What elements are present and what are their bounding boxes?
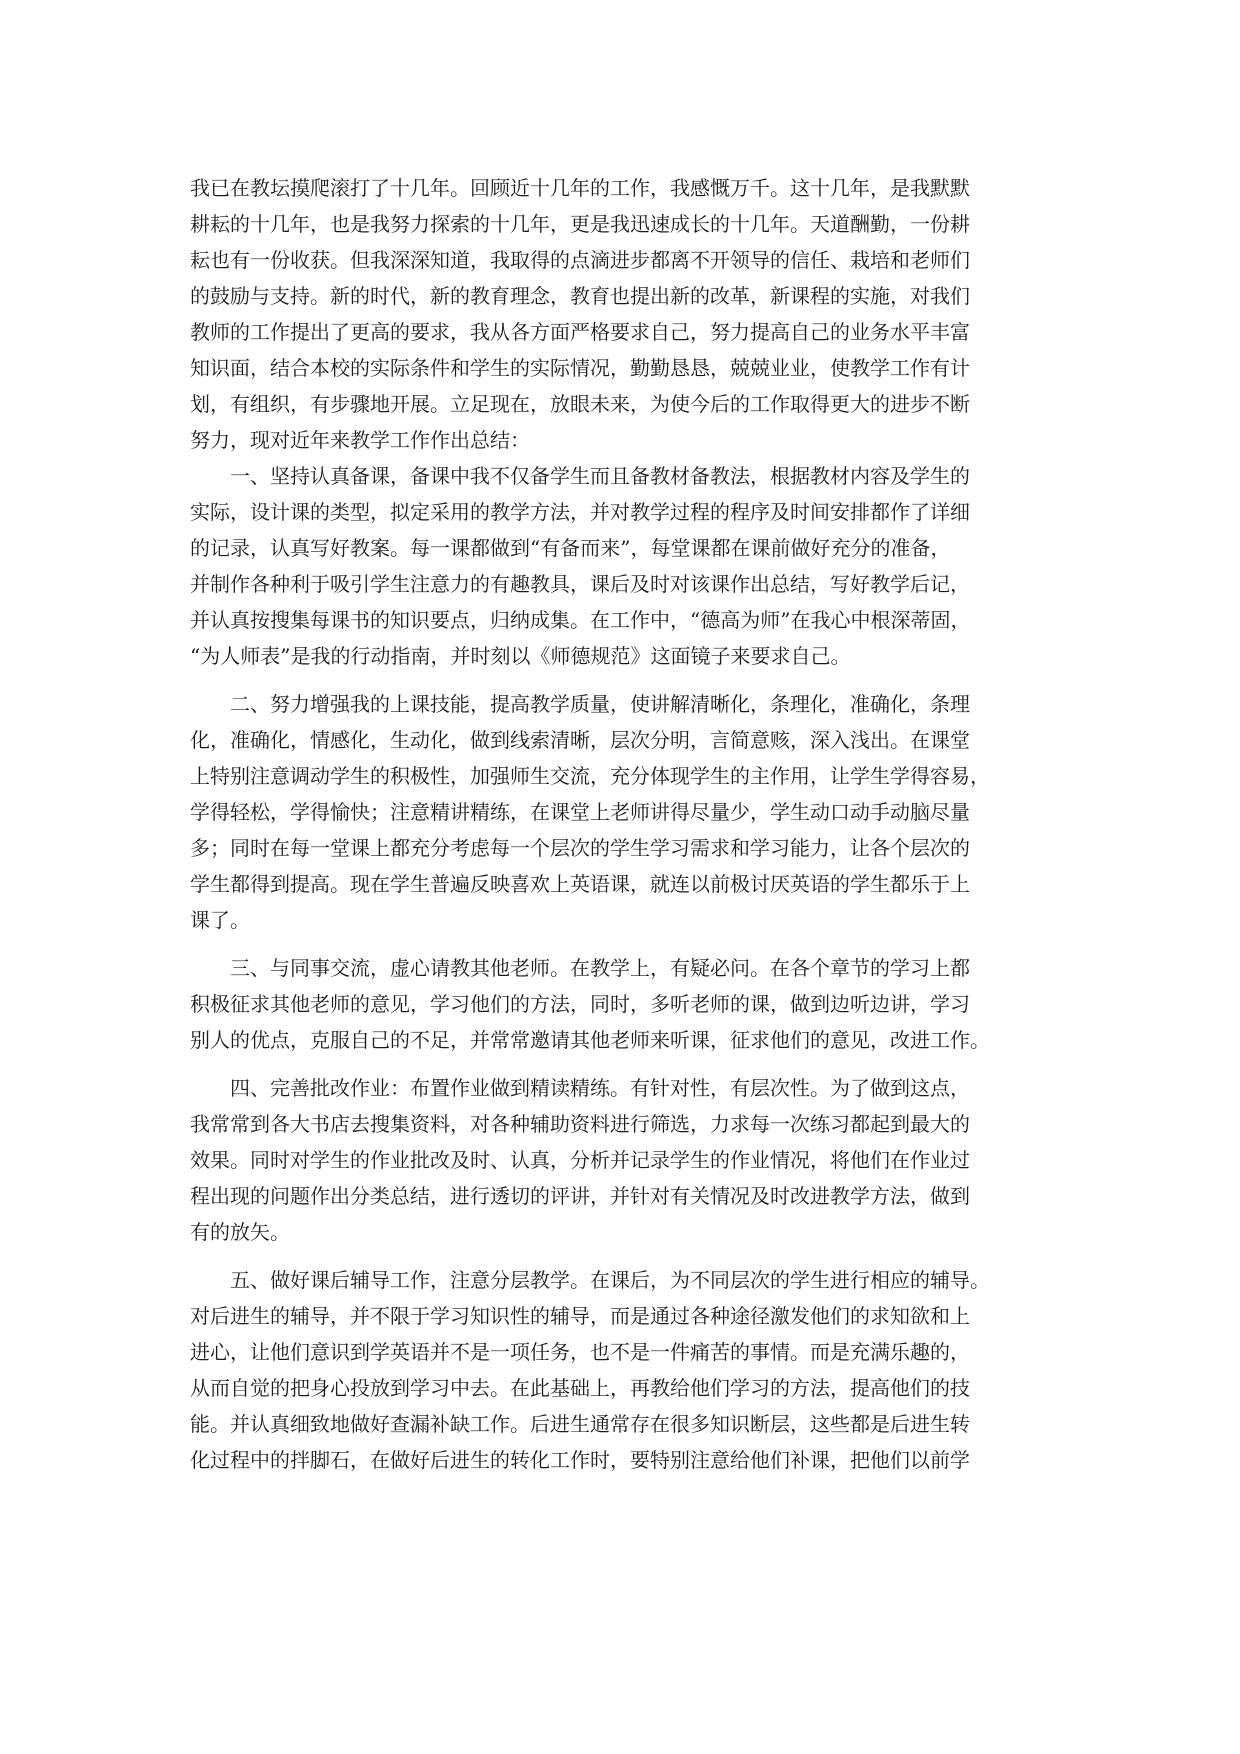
paragraph-section-5 (190, 1262, 1050, 1478)
paragraph-intro (190, 170, 1050, 458)
text-line: 学得轻松，学得愉快；注意精讲精练，在课堂上老师讲得尽量少，学生动口动手动脑尽量 (190, 800, 970, 824)
text-line: 二、努力增强我的上课技能，提高教学质量，使讲解清晰化，条理化，准确化，条理 (230, 692, 970, 716)
text-line: 四、完善批改作业：布置作业做到精读精练。有针对性，有层次性。为了做到这点， (230, 1076, 970, 1100)
text-line: 并制作各种利于吸引学生注意力的有趣教具，课后及时对该课作出总结，写好教学后记， (190, 572, 970, 596)
text-line: 化，准确化，情感化，生动化，做到线索清晰，层次分明，言简意赅，深入浅出。在课堂 (190, 728, 970, 752)
text-line: 对后进生的辅导，并不限于学习知识性的辅导，而是通过各种途径激发他们的求知欲和上 (190, 1304, 970, 1328)
text-line: 我常常到各大书店去搜集资料，对各种辅助资料进行筛选，力求每一次练习都起到最大的 (190, 1112, 970, 1136)
text-line: 的记录，认真写好教案。每一课都做到“有备而来”，每堂课都在课前做好充分的准备， (190, 536, 951, 560)
text-line: 并认真按搜集每课书的知识要点，归纳成集。在工作中，“德高为师”在我心中根深蒂固， (190, 608, 971, 632)
text-line: 耘也有一份收获。但我深深知道，我取得的点滴进步都离不开领导的信任、栽培和老师们 (190, 248, 970, 272)
paragraph-section-3 (190, 950, 1050, 1058)
text-line: 实际，设计课的类型，拟定采用的教学方法，并对教学过程的程序及时间安排都作了详细 (190, 500, 970, 524)
text-line: 的鼓励与支持。新的时代，新的教育理念，教育也提出新的改革，新课程的实施，对我们 (190, 284, 970, 308)
text-line: 五、做好课后辅导工作，注意分层教学。在课后，为不同层次的学生进行相应的辅导。 (230, 1268, 990, 1292)
text-line: 三、与同事交流，虚心请教其他老师。在教学上，有疑必问。在各个章节的学习上都 (230, 956, 970, 980)
text-line: 别人的优点，克服自己的不足，并常常邀请其他老师来听课，征求他们的意见，改进工作。 (190, 1028, 990, 1052)
text-line: 能。并认真细致地做好查漏补缺工作。后进生通常存在很多知识断层，这些都是后进生转 (190, 1412, 970, 1436)
paragraph-section-2 (190, 686, 1050, 938)
text-line: 教师的工作提出了更高的要求，我从各方面严格要求自己，努力提高自己的业务水平丰富 (190, 320, 970, 344)
text-line: 化过程中的拌脚石，在做好后进生的转化工作时，要特别注意给他们补课，把他们以前学 (190, 1448, 970, 1472)
text-line: 效果。同时对学生的作业批改及时、认真，分析并记录学生的作业情况，将他们在作业过 (190, 1148, 970, 1172)
text-line: 划，有组织，有步骤地开展。立足现在，放眼未来，为使今后的工作取得更大的进步不断 (190, 392, 970, 416)
text-line: 耕耘的十几年，也是我努力探索的十几年，更是我迅速成长的十几年。天道酬勤，一份耕 (190, 212, 970, 236)
document-body (190, 170, 1050, 1478)
text-line: 我已在教坛摸爬滚打了十几年。回顾近十几年的工作，我感慨万千。这十几年，是我默默 (190, 176, 970, 200)
text-line: 努力，现对近年来教学工作作出总结： (190, 428, 530, 452)
text-line: 进心，让他们意识到学英语并不是一项任务，也不是一件痛苦的事情。而是充满乐趣的， (190, 1340, 970, 1364)
text-line: 知识面，结合本校的实际条件和学生的实际情况，勤勤恳恳，兢兢业业，使教学工作有计 (190, 356, 970, 380)
text-line: 一、坚持认真备课，备课中我不仅备学生而且备教材备教法，根据教材内容及学生的 (230, 464, 970, 488)
text-line: 从而自觉的把身心投放到学习中去。在此基础上，再教给他们学习的方法，提高他们的技 (190, 1376, 970, 1400)
text-line: 上特别注意调动学生的积极性，加强师生交流，充分体现学生的主作用，让学生学得容易， (190, 764, 990, 788)
text-line: 积极征求其他老师的意见，学习他们的方法，同时，多听老师的课，做到边听边讲，学习 (190, 992, 970, 1016)
text-line: 多；同时在每一堂课上都充分考虑每一个层次的学生学习需求和学习能力，让各个层次的 (190, 836, 970, 860)
text-line: 学生都得到提高。现在学生普遍反映喜欢上英语课，就连以前极讨厌英语的学生都乐于上 (190, 872, 970, 896)
paragraph-section-1 (190, 458, 1050, 674)
paragraph-section-4 (190, 1070, 1050, 1250)
text-line: 有的放矢。 (190, 1220, 290, 1244)
text-line: 程出现的问题作出分类总结，进行透切的评讲，并针对有关情况及时改进教学方法，做到 (190, 1184, 970, 1208)
text-line: 课了。 (190, 908, 250, 932)
text-line: “为人师表”是我的行动指南，并时刻以《师德规范》这面镜子来要求自己。 (190, 644, 851, 668)
